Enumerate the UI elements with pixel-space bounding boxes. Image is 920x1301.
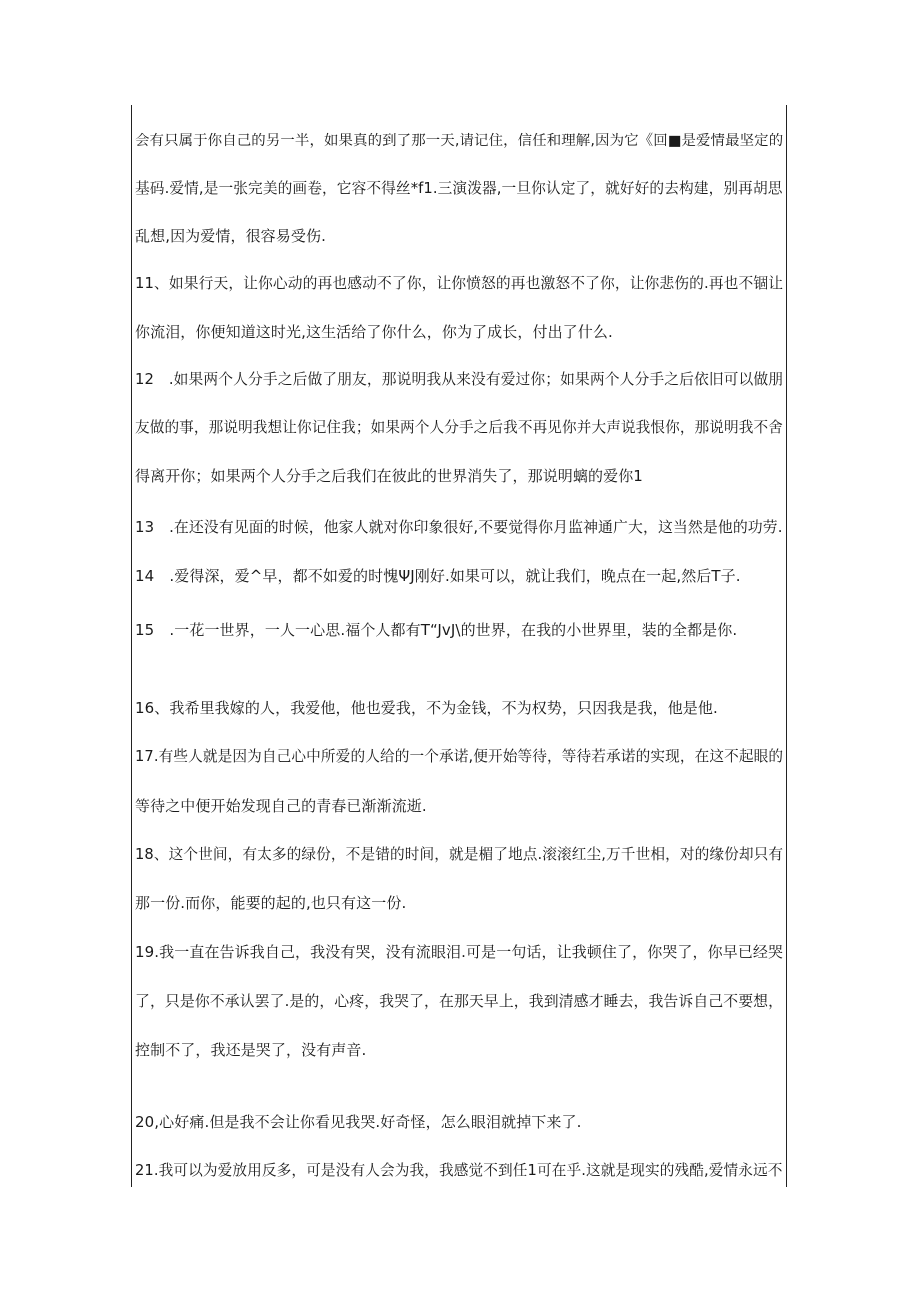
text-line: 14 .爱得深，爱^早，都不如爱的时愧ΨJ刚好.如果可以，就让我们，晚点在一起,然后T子. (135, 567, 741, 585)
text-line: 16、我希里我嫁的人，我爱他，他也爱我，不为金钱，不为权势，只因我是我，他是他. (135, 699, 718, 717)
text-line: 21.我可以为爱放用反多，可是没有人会为我，我感觉不到任1可在乎.这就是现实的残酷,爱情永远不 (135, 1162, 783, 1179)
text-line: 得离开你；如果两个人分手之后我们在彼此的世界消失了，那说明螭的爱你1 (135, 467, 643, 485)
text-line: 基码.爱情,是一张完美的画卷，它容不得丝*f1.三演泼器,一旦你认定了，就好好的去构建，别再胡思 (135, 180, 783, 197)
text-line: 12 .如果两个人分手之后做了朋友，那说明我从来没有爱过你；如果两个人分手之后依旧可以做朋 (135, 371, 784, 388)
text-line: 控制不了，我还是哭了，没有声音. (135, 1041, 367, 1059)
text-line: 你流泪，你便知道这时光,这生活给了你什么，你为了成长，付出了什么. (135, 323, 613, 341)
text-line: 19.我一直在告诉我自己，我没有哭，没有流眼泪.可是一句话，让我顿住了，你哭了，你早已经哭 (135, 943, 784, 961)
text-line: 友做的事，那说明我想让你记住我；如果两个人分手之后我不再见你并大声说我恨你，那说明我不舍 (135, 419, 783, 436)
text-line: 那一份.而你，能要的起的,也只有这一份. (135, 894, 407, 912)
text-line: 等待之中便开始发现自己的青春已渐渐流逝. (135, 797, 427, 815)
text-line: 17.有些人就是因为自己心中所爱的人给的一个承诺,便开始等待，等待若承诺的实现，在这不起眼的 (135, 748, 784, 765)
text-line: 15 .一花一世界，一人一心思.福个人都有T“JvJ\的世界，在我的小世界里，装的全都是你. (135, 621, 738, 639)
page-frame (131, 105, 787, 1187)
text-line: 了，只是你不承认罢了.是的，心疼，我哭了，在那天早上，我到清感才睡去，我告诉自己不要想， (135, 992, 784, 1010)
text-line: 乱想,因为爱情，很容易受伤. (135, 227, 326, 245)
text-line: 13 .在还没有见面的时候，他家人就对你印象很好,不要觉得你月监神通广大，这当然是他的功劳. (135, 518, 783, 536)
text-line: 会有只属于你自己的另一半，如果真的到了那一天,请记住，信任和理解,因为它《回■是爱情最坚定的 (135, 133, 784, 149)
text-line: 11、如果行天，让你心动的再也感动不了你，让你愤怒的再也激怒不了你，让你悲伤的.再也不锢让 (135, 275, 784, 292)
text-line: 20,心好痛.但是我不会让你看见我哭.好奇怪，怎么眼泪就掉下来了. (135, 1113, 582, 1131)
text-line: 18、这个世间，有太多的绿份，不是错的时间，就是楣了地点.滚滚红尘,万千世相，对的缘份却只有 (135, 846, 784, 863)
